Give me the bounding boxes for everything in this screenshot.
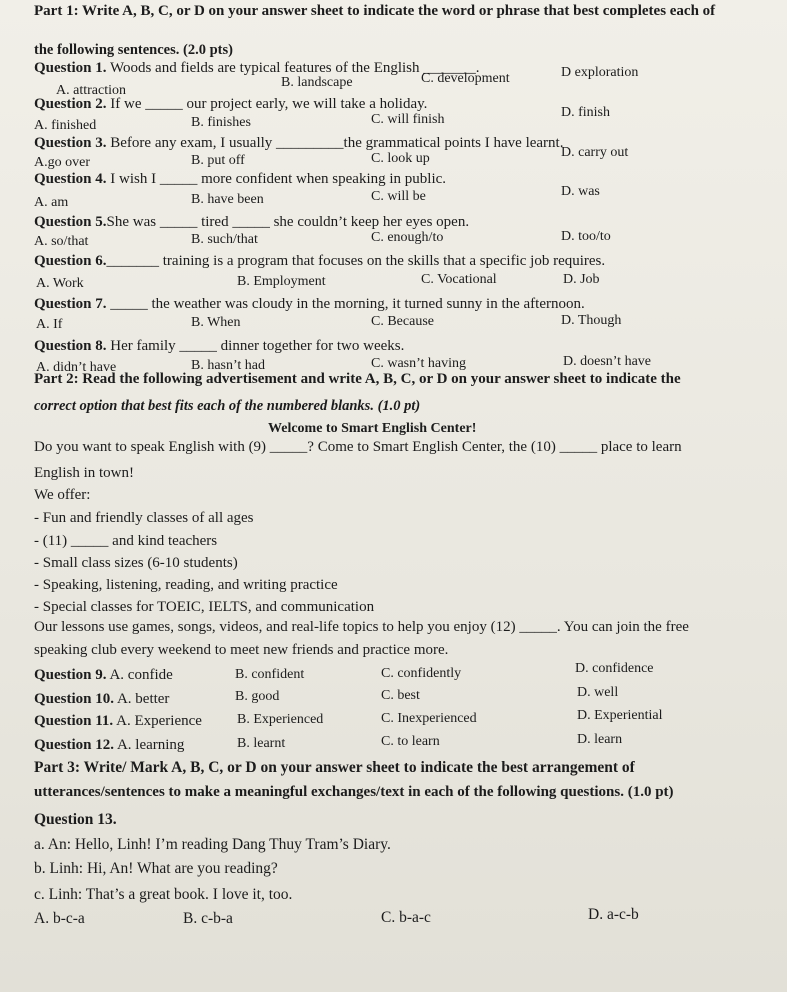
q1-option-c: C. development [421, 71, 510, 86]
q2-option-d: D. finish [561, 105, 610, 120]
question-6: Question 6._______ training is a program that focuses on the skills that a specific job requires. [34, 253, 606, 269]
q3-option-c: C. look up [371, 151, 430, 166]
q13-option-a: A. b-c-a [34, 910, 85, 927]
ad-paragraph-line3: Our lessons use games, songs, videos, and real-life topics to help you enjoy (12) _____. You can join the free [34, 619, 689, 635]
exchange-line: a. An: Hello, Linh! I’m reading Dang Thuy Tram’s Diary. [34, 836, 391, 853]
q10-option-c: C. best [381, 688, 420, 703]
q5-option-c: C. enough/to [371, 230, 444, 245]
ad-title: Welcome to Smart English Center! [268, 421, 477, 436]
question-2: Question 2. If we _____ our project early, we will take a holiday. [34, 96, 428, 112]
q6-option-b: B. Employment [237, 274, 326, 289]
q7-option-d: D. Though [561, 313, 622, 328]
part2-header: Part 2: Read the following advertisement and write A, B, C, or D on your answer sheet to indicate the [34, 371, 681, 387]
we-offer-label: We offer: [34, 487, 91, 503]
q8-option-a: A. didn’t have [36, 360, 117, 375]
question-4: Question 4. I wish I _____ more confident when speaking in public. [34, 171, 447, 187]
q4-option-b: B. have been [191, 192, 264, 207]
ad-paragraph-line1: Do you want to speak English with (9) _____? Come to Smart English Center, the (10) _____ place to learn [34, 439, 682, 455]
question-9: Question 9. A. confide [34, 667, 173, 683]
q6-option-d: D. Job [563, 272, 600, 287]
q4-option-d: D. was [561, 184, 600, 199]
q9-option-b: B. confident [235, 667, 305, 682]
q7-option-a: A. If [36, 317, 63, 332]
q13-option-d: D. a-c-b [588, 906, 639, 923]
ad-paragraph-line2: English in town! [34, 465, 134, 481]
q11-option-d: D. Experiential [577, 708, 663, 723]
q8-option-d: D. doesn’t have [563, 354, 651, 369]
q11-option-c: C. Inexperienced [381, 711, 477, 726]
offer-item: - Small class sizes (6-10 students) [34, 555, 238, 571]
q1-option-a: A. attraction [56, 83, 126, 98]
q6-option-c: C. Vocational [421, 272, 497, 287]
q2-option-a: A. finished [34, 118, 97, 133]
exchange-line: c. Linh: That’s a great book. I love it, too. [34, 886, 293, 903]
q5-option-b: B. such/that [191, 232, 258, 247]
question-3: Question 3. Before any exam, I usually _________the grammatical points I have learnt. [34, 135, 564, 151]
q8-option-b: B. hasn’t had [191, 358, 266, 373]
q3-option-b: B. put off [191, 153, 245, 168]
q10-option-b: B. good [235, 689, 280, 704]
q12-option-b: B. learnt [237, 736, 286, 751]
q7-option-c: C. Because [371, 314, 434, 329]
q3-option-a: A.go over [34, 155, 90, 170]
part1-header-cont: the following sentences. (2.0 pts) [34, 42, 233, 58]
q1-option-b: B. landscape [281, 75, 353, 90]
question-8: Question 8. Her family _____ dinner together for two weeks. [34, 338, 405, 354]
q7-option-b: B. When [191, 315, 241, 330]
q6-option-a: A. Work [36, 276, 84, 291]
question-1: Question 1. Woods and fields are typical features of the English _______. [34, 60, 480, 76]
q4-option-c: C. will be [371, 189, 426, 204]
offer-item: - (11) _____ and kind teachers [34, 533, 218, 549]
q13-option-c: C. b-a-c [381, 909, 431, 926]
q5-option-a: A. so/that [34, 234, 89, 249]
q5-option-d: D. too/to [561, 229, 611, 244]
q1-option-d: D exploration [561, 65, 639, 80]
offer-item: - Speaking, listening, reading, and writing practice [34, 577, 338, 593]
question-10: Question 10. A. better [34, 691, 170, 707]
question-5: Question 5.She was _____ tired _____ she couldn’t keep her eyes open. [34, 214, 470, 230]
q8-option-c: C. wasn’t having [371, 356, 467, 371]
q12-option-c: C. to learn [381, 734, 440, 749]
question-7: Question 7. _____ the weather was cloudy in the morning, it turned sunny in the afternoon. [34, 296, 585, 312]
q9-option-d: D. confidence [575, 661, 654, 676]
q9-option-c: C. confidently [381, 666, 462, 681]
q10-option-d: D. well [577, 685, 619, 700]
question-11: Question 11. A. Experience [34, 713, 202, 729]
part3-header-cont: utterances/sentences to make a meaningful exchanges/text in each of the following questions. (1.0 pt) [34, 784, 674, 800]
q4-option-a: A. am [34, 195, 69, 210]
ad-paragraph-line4: speaking club every weekend to meet new friends and practice more. [34, 642, 449, 658]
q11-option-b: B. Experienced [237, 712, 324, 727]
exchange-line: b. Linh: Hi, An! What are you reading? [34, 860, 278, 877]
q2-option-c: C. will finish [371, 112, 445, 127]
part3-header: Part 3: Write/ Mark A, B, C, or D on your answer sheet to indicate the best arrangement of [34, 759, 635, 776]
part1-header: Part 1: Write A, B, C, or D on your answer sheet to indicate the word or phrase that best completes each of [34, 3, 716, 19]
offer-item: - Special classes for TOEIC, IELTS, and communication [34, 599, 375, 615]
q3-option-d: D. carry out [561, 145, 629, 160]
question-12: Question 12. A. learning [34, 737, 185, 753]
q13-option-b: B. c-b-a [183, 910, 233, 927]
offer-item: - Fun and friendly classes of all ages [34, 510, 254, 526]
q12-option-d: D. learn [577, 732, 623, 747]
part2-header-cont: correct option that best fits each of the numbered blanks. (1.0 pt) [34, 398, 421, 414]
question-13-label: Question 13. [34, 811, 117, 828]
q2-option-b: B. finishes [191, 115, 251, 130]
